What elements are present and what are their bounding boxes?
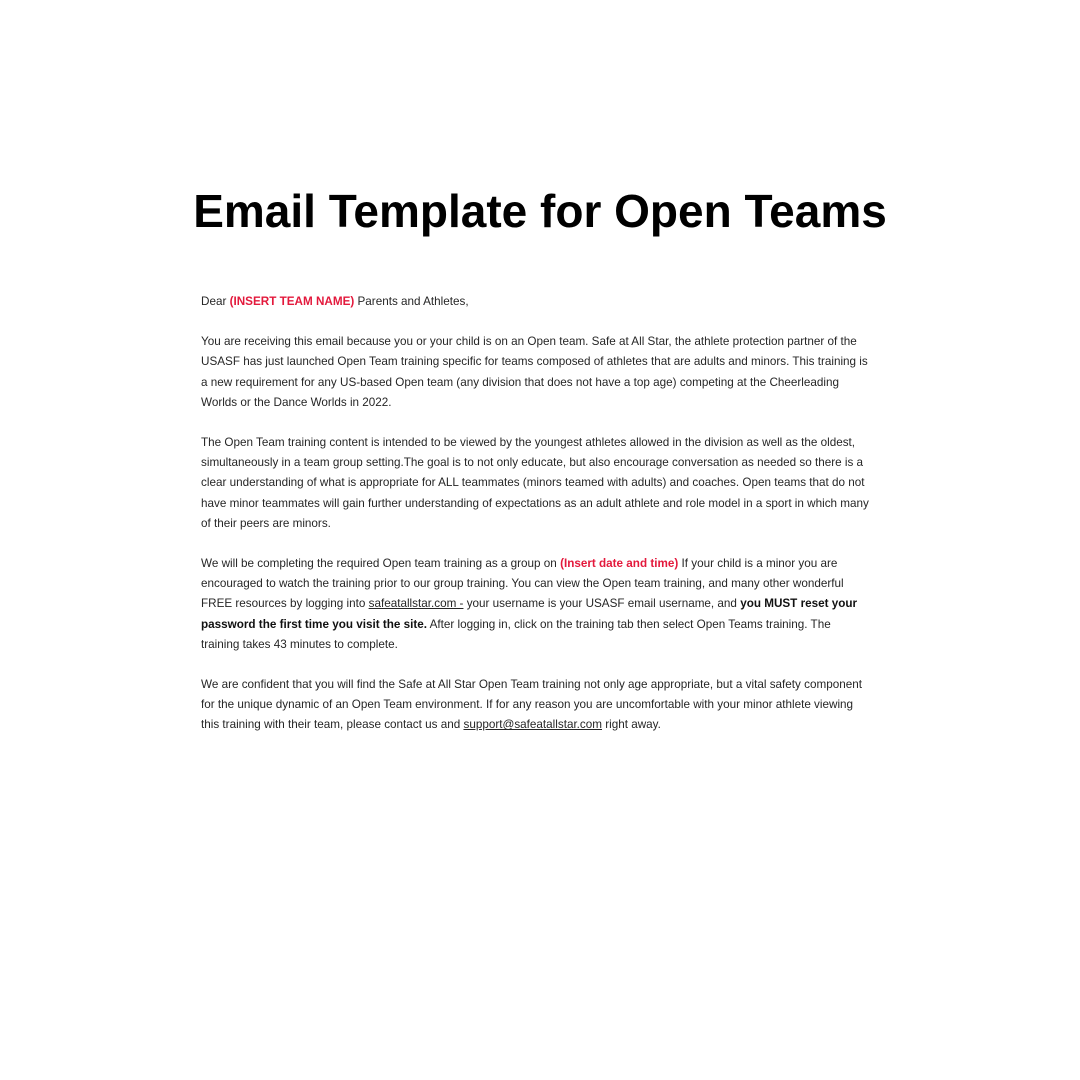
closing-text-1: We are confident that you will find the Safe at All Star Open Team training not only age appropriate, but a vital safety component for the unique dynamic of an Open Team environment. If for any reason you are uncomfortable with your minor athlete viewing this training with their team, please contact us and — [201, 678, 862, 732]
schedule-text-3: your username is your USASF email username, and — [463, 597, 741, 611]
paragraph-content: The Open Team training content is intended to be viewed by the youngest athletes allowed in the division as well as the oldest, simultaneously in a team group setting.The goal is to not only educate, but also encourage conversation as needed so there is a clear understanding of what is appropriate for ALL teammates (minors teamed with adults) and coaches. Open teams that do not have minor teammates will gain further understanding of expectations as an adult athlete and role model in a sport in which many of their peers are minors. — [201, 436, 869, 530]
greeting-suffix: Parents and Athletes, — [354, 295, 469, 308]
password-warning: you MUST reset your password the first time you visit the site. — [201, 597, 858, 631]
closing-text-2: right away. — [602, 718, 661, 732]
paragraph-intro: You are receiving this email because you or your child is on an Open team. Safe at All Star, the athlete protection partner of the USASF has just launched Open Team training specific for teams composed of athletes that are adults and minors. This training is a new requirement for any US-based Open team (any division that does not have a top age) competing at the Cheerleading Worlds or the Dance Worlds in 2022. — [201, 335, 868, 409]
date-time-placeholder: (Insert date and time) — [560, 557, 679, 571]
schedule-text-1: We will be completing the required Open team training as a group on — [201, 557, 561, 571]
paragraph-schedule — [201, 554, 871, 655]
schedule-text-4: After logging in, click on the training tab then select Open Teams training. The training takes 43 minutes to complete. — [201, 617, 831, 651]
greeting-prefix: Dear — [201, 295, 230, 308]
greeting-line — [201, 292, 871, 312]
paragraph-closing — [201, 675, 871, 736]
team-name-placeholder: (INSERT TEAM NAME) — [229, 295, 355, 308]
site-link[interactable]: safeatallstar.com - — [368, 597, 464, 611]
schedule-text-2: If your child is a minor you are encouraged to watch the training prior to our group training. You can view the Open team training, and many other wonderful FREE resources by logging into — [201, 557, 844, 611]
email-body — [201, 292, 871, 756]
page-title: Email Template for Open Teams — [193, 185, 887, 237]
support-email-link[interactable]: support@safeatallstar.com — [463, 718, 603, 732]
